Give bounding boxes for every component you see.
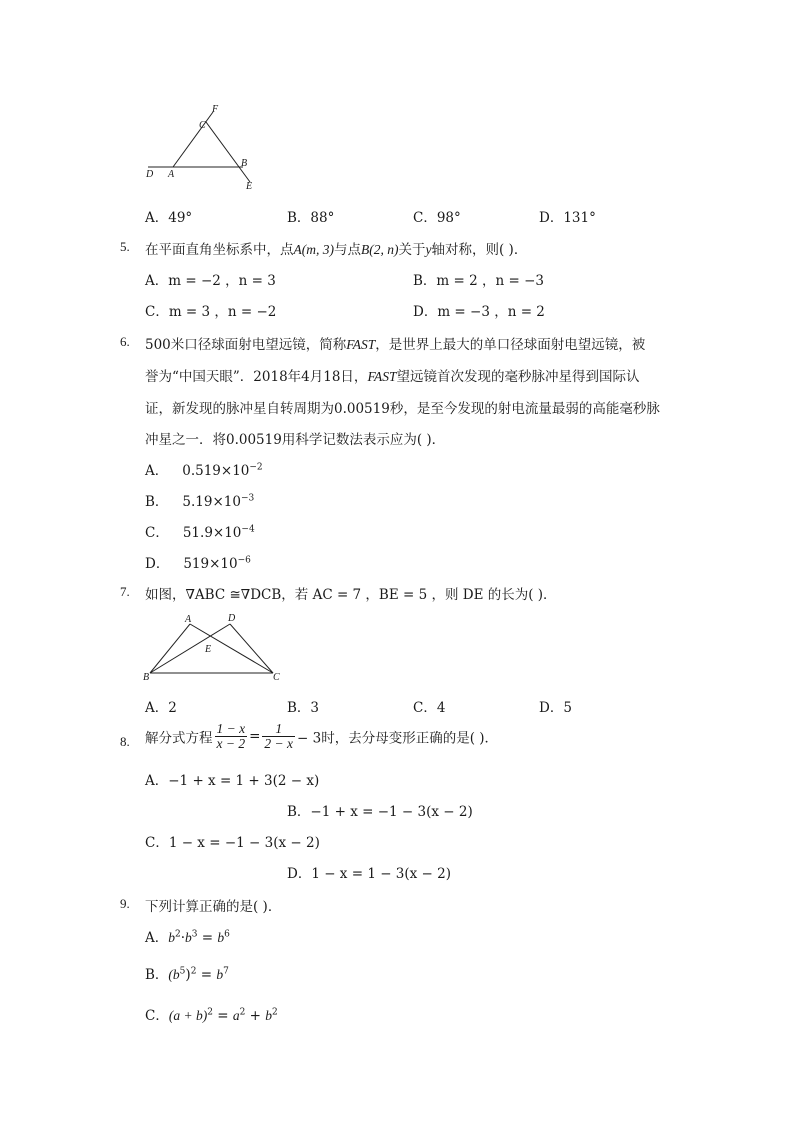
q6-line2-pre: 誉为“中国天眼”．2018年4月18日， — [145, 369, 368, 385]
q6-fast-2: FAST — [367, 369, 397, 384]
q9-stem: 下列计算正确的是( )． — [145, 899, 282, 915]
q7-option-b[interactable]: B．3 — [287, 700, 320, 716]
q7-number: 7. — [120, 584, 130, 599]
q8-equals: = — [249, 728, 261, 745]
q8-stem-post: − 3时，去分母变形正确的是( )． — [297, 730, 499, 747]
q6-line-2 — [145, 365, 639, 385]
q9-a-base-3: b — [217, 930, 225, 945]
q7-option-d[interactable]: D．5 — [539, 700, 572, 716]
q6-option-b-mantissa: 5.19×10 — [182, 494, 241, 510]
q9-a-base-2: b — [185, 930, 192, 945]
q6-line1-pre: 500米口径球面射电望远镜，简称 — [145, 337, 347, 353]
q8-fraction-2-numerator: 1 — [262, 722, 295, 737]
q5-stem-mid: 与点 — [334, 242, 361, 258]
q5-stem-post: 轴对称，则( )． — [431, 242, 528, 258]
q6-option-d-label: D． — [145, 556, 170, 572]
q6-option-a-label: A． — [145, 463, 169, 479]
q5-point-a: A(m, 3) — [293, 242, 334, 257]
q6-option-d-exponent: −6 — [237, 555, 251, 566]
q6-line-4: 冲星之一．将0.00519用科学记数法表示应为( )． — [145, 432, 446, 448]
segment-A-C — [190, 624, 273, 673]
q5-option-d[interactable]: D．m = −3 ，n = 2 — [413, 304, 545, 320]
q9-b-base: b — [216, 967, 224, 982]
q9-b-equals: = — [196, 967, 217, 983]
q5-option-b[interactable]: B．m = 2 ，n = −3 — [413, 273, 544, 289]
q5-point-b: B(2, n) — [361, 242, 399, 257]
q6-option-c-exponent: −4 — [241, 524, 255, 535]
q9-option-c-label: C． — [145, 1008, 169, 1024]
label-A: A — [168, 169, 175, 180]
q9-a-exp-2: 3 — [191, 929, 198, 940]
q6-number: 6. — [120, 334, 130, 349]
q5-stem-mid2: 关于 — [398, 242, 426, 258]
figure-congruent-triangles — [140, 610, 290, 685]
q5-stem — [145, 238, 527, 258]
figure-triangle-extended — [140, 100, 270, 195]
q9-b-open: (b — [168, 967, 180, 982]
q9-a-equals: = — [197, 930, 218, 946]
q8-fraction-1 — [215, 722, 248, 751]
q9-c-expr: (a + b) — [168, 1008, 208, 1023]
label-A: A — [185, 614, 192, 625]
label-B: B — [143, 672, 150, 683]
q6-option-a-exponent: −2 — [249, 462, 263, 473]
label-B: B — [241, 158, 248, 169]
q9-c-b: b — [265, 1008, 272, 1023]
q6-option-c-label: C． — [145, 525, 169, 541]
q6-line2-post: 望远镜首次发现的毫秒脉冲星得到国际认 — [396, 369, 640, 385]
q8-number: 8. — [120, 734, 130, 749]
q4-option-a[interactable]: A．49° — [145, 210, 193, 226]
label-D: D — [228, 613, 236, 624]
q8-option-b[interactable]: B．−1 + x = −1 − 3(x − 2) — [287, 804, 473, 820]
q6-option-c[interactable] — [145, 521, 255, 541]
q9-a-base-1: b — [168, 930, 175, 945]
label-E: E — [246, 181, 253, 192]
q8-fraction-1-denominator: x − 2 — [216, 736, 246, 752]
q9-c-exp-2: 2 — [239, 1007, 246, 1018]
q5-option-c[interactable]: C．m = 3 ，n = −2 — [145, 304, 277, 320]
q9-option-c[interactable] — [145, 1004, 278, 1024]
q6-option-b[interactable] — [145, 490, 254, 510]
q6-line-1 — [145, 333, 645, 353]
q6-option-a[interactable] — [145, 459, 263, 479]
q9-option-b[interactable] — [145, 963, 229, 983]
q4-option-b[interactable]: B．88° — [287, 210, 335, 226]
line-A-F — [173, 112, 213, 167]
q9-b-exp-1: 5 — [179, 966, 186, 977]
q8-option-c[interactable]: C．1 − x = −1 − 3(x − 2) — [145, 835, 320, 851]
q5-axis: y — [425, 242, 432, 257]
q8-stem-pre: 解分式方程 — [145, 730, 213, 747]
q9-c-exp-1: 2 — [207, 1007, 213, 1018]
q7-option-a[interactable]: A．2 — [145, 700, 177, 716]
q5-option-a[interactable]: A．m = −2 ，n = 3 — [145, 273, 276, 289]
q4-option-c[interactable]: C．98° — [413, 210, 461, 226]
label-E: E — [205, 644, 212, 655]
label-F: F — [212, 104, 219, 115]
q6-option-a-mantissa: 0.519×10 — [182, 463, 250, 479]
q9-a-dot: · — [180, 930, 186, 946]
q6-option-c-mantissa: 51.9×10 — [182, 525, 242, 541]
q5-stem-pre: 在平面直角坐标系中，点 — [145, 242, 294, 258]
q4-option-d[interactable]: D．131° — [539, 210, 596, 226]
q9-b-close: ) — [185, 967, 191, 983]
segment-D-C — [230, 624, 273, 673]
q9-option-a[interactable] — [145, 926, 230, 946]
q8-stem — [145, 722, 498, 751]
q7-option-c[interactable]: C．4 — [413, 700, 446, 716]
label-C: C — [199, 120, 206, 131]
segment-B-D — [150, 624, 230, 673]
q6-option-d-mantissa: 519×10 — [183, 556, 238, 572]
line-C-E — [206, 122, 250, 182]
q9-a-exp-3: 6 — [224, 929, 230, 940]
q9-c-a: a — [232, 1008, 240, 1023]
q9-option-b-label: B． — [145, 967, 169, 983]
q5-number: 5. — [120, 239, 130, 254]
segment-B-A — [150, 624, 190, 673]
q9-c-equals: = — [212, 1008, 233, 1024]
q7-stem: 如图，∇ABC ≅∇DCB，若 AC = 7 ，BE = 5 ，则 DE 的长为( )． — [145, 587, 557, 603]
label-D: D — [146, 169, 154, 180]
q9-c-exp-3: 2 — [271, 1007, 278, 1018]
q8-fraction-1-numerator: 1 − x — [216, 721, 246, 736]
q9-number: 9. — [120, 896, 130, 911]
q9-a-exp-1: 2 — [175, 929, 181, 940]
q8-option-a[interactable]: A．−1 + x = 1 + 3(2 − x) — [145, 773, 320, 789]
q8-option-d[interactable]: D．1 − x = 1 − 3(x − 2) — [287, 866, 452, 882]
q9-c-plus: + — [245, 1008, 266, 1024]
q6-option-d[interactable] — [145, 552, 251, 572]
q9-b-exp-3: 7 — [223, 966, 229, 977]
q9-b-exp-2: 2 — [190, 966, 197, 977]
q6-option-b-label: B． — [145, 494, 169, 510]
q6-line-3: 证，新发现的脉冲星自转周期为0.00519秒，是至今发现的射电流量最弱的高能毫秒脉 — [145, 401, 660, 417]
label-C: C — [273, 672, 280, 683]
q6-option-b-exponent: −3 — [240, 493, 255, 504]
q9-option-a-label: A． — [145, 930, 169, 946]
q8-fraction-2 — [262, 722, 295, 751]
q6-line1-post: ，是世界上最大的单口径球面射电望远镜，被 — [375, 337, 646, 353]
q6-fast: FAST — [346, 337, 376, 352]
q8-fraction-2-denominator: 2 − x — [264, 736, 294, 752]
